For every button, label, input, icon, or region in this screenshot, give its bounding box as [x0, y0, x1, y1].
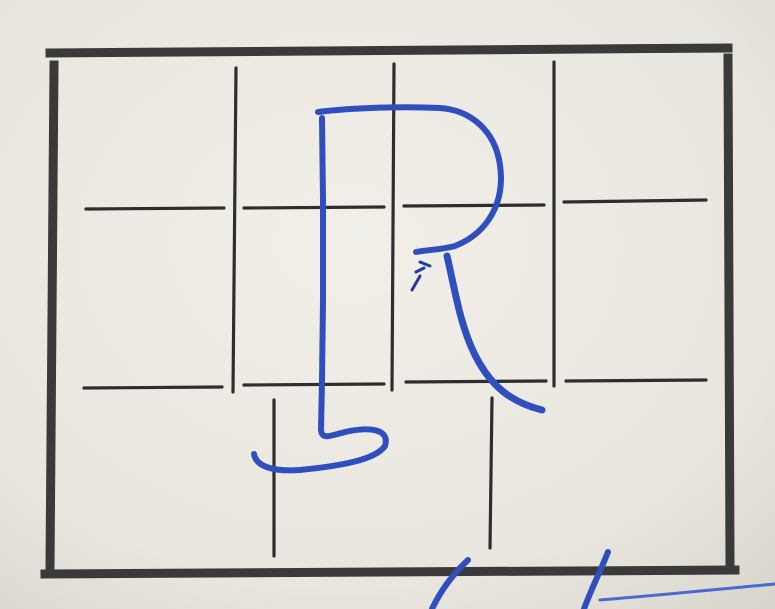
- frame-right-border: [728, 58, 730, 562]
- grid-horizontal-line: [566, 380, 706, 381]
- grid-vertical-line: [392, 64, 394, 390]
- grid-horizontal-line: [244, 207, 384, 208]
- grid-horizontal-line: [244, 384, 384, 385]
- frame-left-border: [50, 65, 54, 566]
- grid-horizontal-line: [84, 387, 222, 388]
- frame-top-border: [50, 48, 728, 53]
- grid-horizontal-line: [404, 205, 544, 206]
- grid-vertical-line: [490, 398, 492, 548]
- grid-horizontal-line: [406, 381, 546, 382]
- grid-horizontal-line: [564, 200, 706, 202]
- grid-horizontal-line: [86, 208, 224, 209]
- frame-bottom-border: [45, 570, 735, 574]
